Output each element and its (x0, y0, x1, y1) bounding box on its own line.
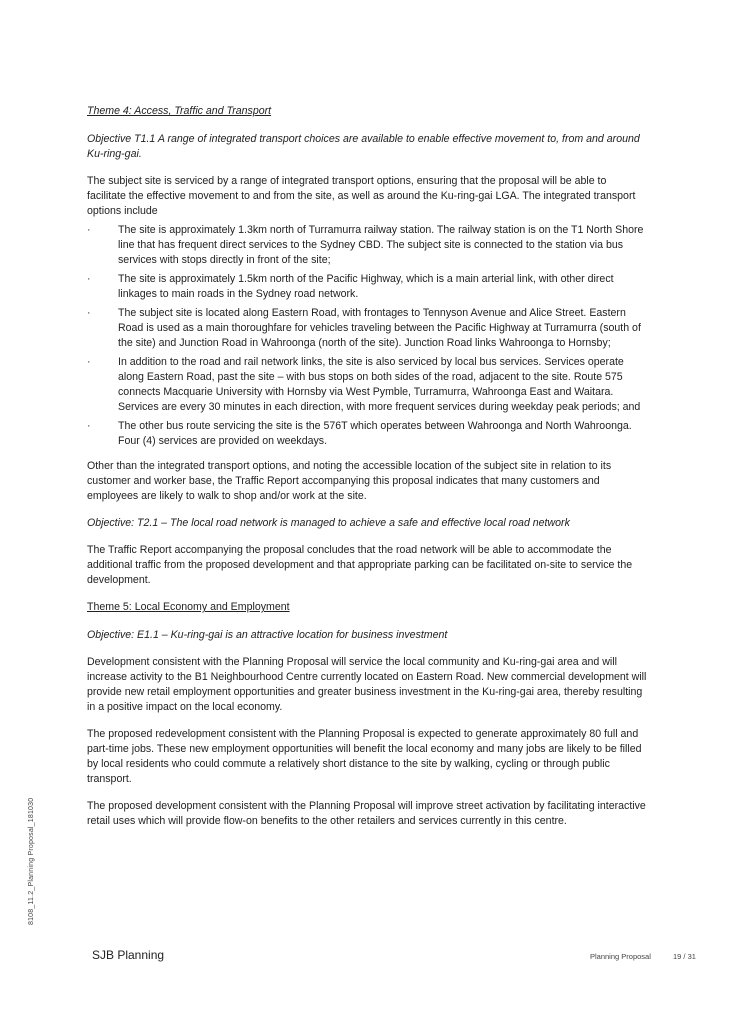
walkability-paragraph: Other than the integrated transport options, and noting the accessible location of the subject site in relation to its customer and worker base, the Traffic Report accompanying this proposal indicates that many customers and employees are likely to walk to shop and/or work at the site. (87, 460, 612, 502)
objective-e1-1: Objective: E1.1 – Ku-ring-gai is an attractive location for business investment (87, 629, 448, 641)
theme-5-heading: Theme 5: Local Economy and Employment (87, 601, 290, 613)
footer-brand: SJB Planning (92, 948, 165, 962)
bullet-icon: · (87, 273, 91, 285)
document-body (87, 104, 647, 841)
theme-4-heading: Theme 4: Access, Traffic and Transport (87, 105, 272, 117)
footer-document-title: Planning Proposal (590, 952, 651, 961)
list-item-text: The other bus route servicing the site is the 576T which operates between Wahroonga and North Wahroonga. Four (4) services are provided on weekdays. (118, 420, 632, 447)
page-number: 19 / 31 (673, 952, 696, 961)
list-item (87, 272, 647, 302)
objective-t2-1: Objective: T2.1 – The local road network is managed to achieve a safe and effective local road network (87, 517, 570, 529)
bullet-icon: · (87, 224, 91, 236)
traffic-report-paragraph: The Traffic Report accompanying the proposal concludes that the road network will be able to accommodate the additional traffic from the proposed development and that appropriate parking can be facilitated on-site to service the development. (87, 544, 633, 586)
list-item-text: The site is approximately 1.5km north of the Pacific Highway, which is a main arterial link, with other direct linkages to main roads in the Sydney road network. (118, 273, 614, 300)
transport-intro-paragraph: The subject site is serviced by a range of integrated transport options, ensuring that the proposal will be able to facilitate the effective movement to and from the site, as well as around the Ku-ring-gai LGA. The integrated transport options include (87, 175, 636, 217)
objective-t1-1: Objective T1.1 A range of integrated transport choices are available to enable effective movement to, from and around Ku-ring-gai. (87, 133, 640, 160)
list-item (87, 306, 647, 351)
economy-paragraph-1: Development consistent with the Planning Proposal will service the local community and Ku-ring-gai area and will increase activity to the B1 Neighbourhood Centre currently located on Eastern Road. New commercial development will provide new retail employment opportunities and greater business investment in the Ku-ring-gai area, thereby resulting in a positive impact on the local economy. (87, 656, 647, 713)
economy-paragraph-2: The proposed redevelopment consistent with the Planning Proposal is expected to generate approximately 80 full and part-time jobs. These new employment opportunities will benefit the local economy and many jobs are likely to be filled by local residents who could commute a relatively short distance to the site by walking, cycling or through public transport. (87, 728, 642, 785)
list-item (87, 355, 647, 415)
economy-paragraph-3: The proposed development consistent with the Planning Proposal will improve street activation by facilitating interactive retail uses which will provide flow-on benefits to the other retailers and services currently in this centre. (87, 800, 646, 827)
list-item (87, 419, 647, 449)
list-item-text: In addition to the road and rail network links, the site is also serviced by local bus services. Services operate along Eastern Road, past the site – with bus stops on both sides of the road, adjacent to the site. Route 575 connects Macquarie University with Hornsby via West Pymble, Turramurra, Wahroonga East and Waitara. Services are every 30 minutes in each direction, with more frequent services during weekday peak periods; and (118, 356, 641, 413)
list-item-text: The subject site is located along Eastern Road, with frontages to Tennyson Avenue and Alice Street. Eastern Road is used as a main thoroughfare for vehicles traveling between the Pacific Highway at Turramurra (south of the site) and Junction Road in Wahroonga (north of the site). Junction Road links Wahroonga to Hornsby; (118, 307, 641, 349)
bullet-icon: · (87, 356, 91, 368)
bullet-icon: · (87, 420, 91, 432)
side-reference: 8108_11.2_Planning Proposal_181030 (28, 797, 35, 925)
transport-options-list (87, 223, 647, 449)
bullet-icon: · (87, 307, 91, 319)
list-item (87, 223, 647, 268)
list-item-text: The site is approximately 1.3km north of Turramurra railway station. The railway station is on the T1 North Shore line that has frequent direct services to the Sydney CBD. The subject site is connected to the station via bus services with stops directly in front of the site; (118, 224, 644, 266)
